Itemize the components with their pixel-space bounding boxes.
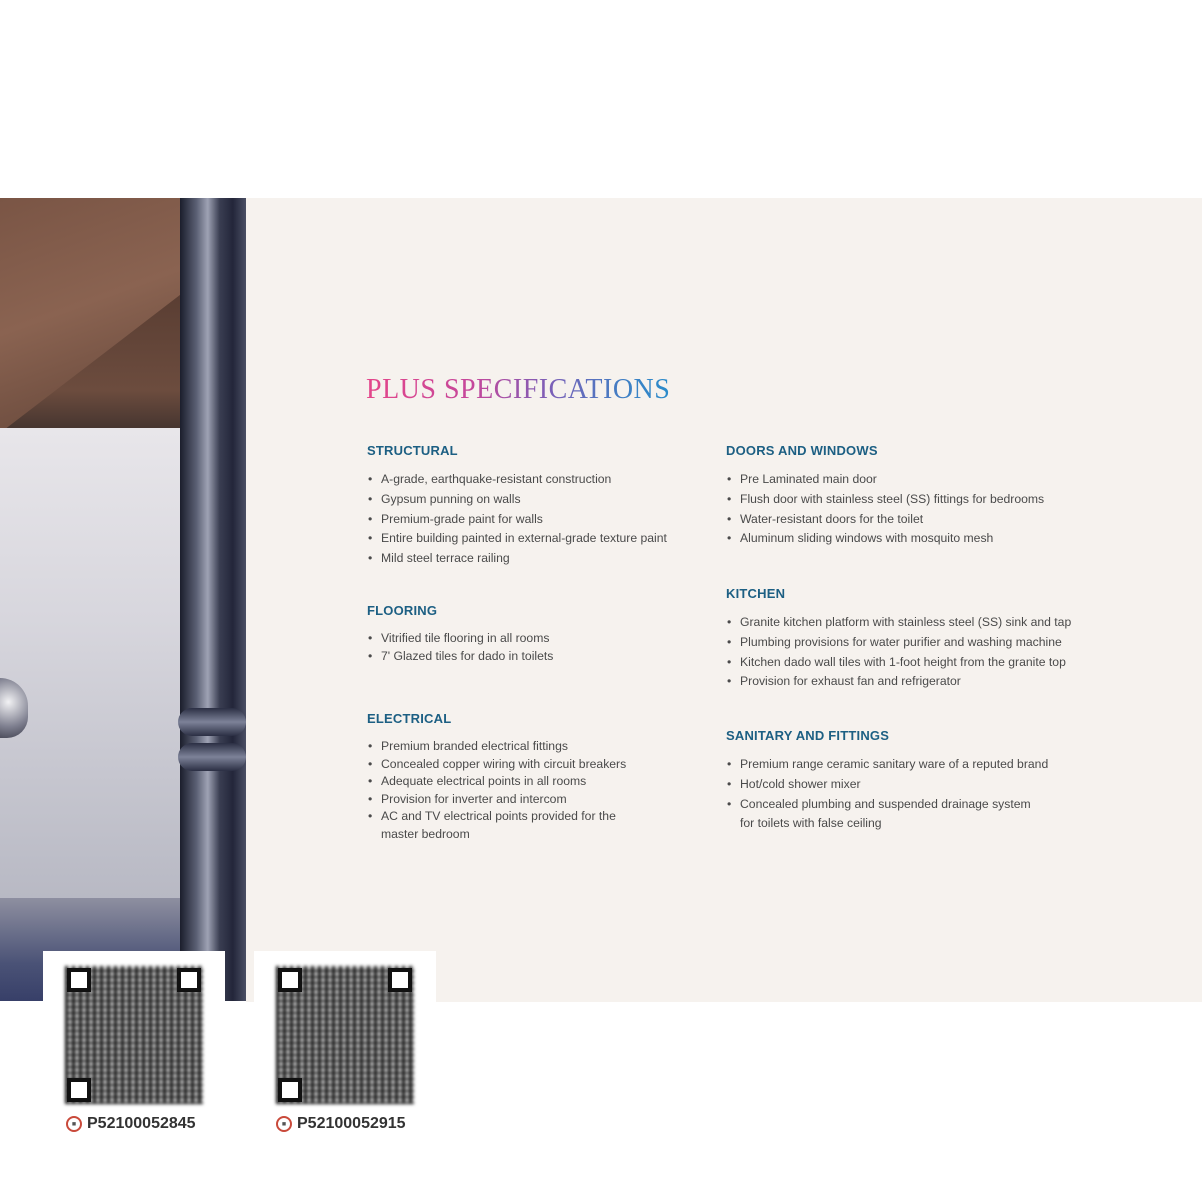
qr-finder-icon	[67, 968, 91, 992]
registration-1	[66, 1115, 196, 1133]
qr-finder-icon	[388, 968, 412, 992]
spec-list	[367, 470, 667, 569]
list-item: • Premium range ceramic sanitary ware of a reputed brand	[726, 755, 1048, 775]
list-item: • Adequate electrical points in all rooms	[367, 773, 626, 791]
rera-icon: ■	[66, 1116, 82, 1132]
section-flooring	[367, 603, 553, 665]
section-heading: STRUCTURAL	[367, 443, 458, 458]
list-item: • Aluminum sliding windows with mosquito mesh	[726, 529, 1044, 549]
spec-list	[367, 630, 553, 665]
registration-number: P52100052845	[87, 1115, 196, 1132]
section-electrical	[367, 711, 626, 844]
qr-finder-icon	[278, 968, 302, 992]
list-item: • A-grade, earthquake-resistant construction	[367, 470, 667, 490]
section-sanitary	[726, 728, 1048, 834]
list-item: • Kitchen dado wall tiles with 1-foot height from the granite top	[726, 653, 1071, 673]
list-item: • Premium branded electrical fittings	[367, 738, 626, 756]
fridge-handle	[178, 708, 246, 736]
section-heading: FLOORING	[367, 603, 438, 618]
list-item: • Hot/cold shower mixer	[726, 775, 1048, 795]
section-heading: SANITARY AND FITTINGS	[726, 728, 890, 743]
section-heading: DOORS AND WINDOWS	[726, 443, 878, 458]
spec-list	[726, 613, 1071, 692]
page-title: PLUS SPECIFICATIONS	[366, 374, 671, 405]
kitchen-photo	[0, 198, 246, 1001]
list-item: • Entire building painted in external-grade texture paint	[367, 529, 667, 549]
list-item: • Concealed plumbing and suspended drainage system for toilets with false ceiling	[726, 795, 1048, 835]
registration-2	[276, 1115, 406, 1133]
list-item: • Concealed copper wiring with circuit breakers	[367, 756, 626, 774]
list-item: • Mild steel terrace railing	[367, 549, 667, 569]
rera-icon: ■	[276, 1116, 292, 1132]
list-item: • 7' Glazed tiles for dado in toilets	[367, 648, 553, 666]
spec-list	[726, 470, 1044, 549]
spec-list	[726, 755, 1048, 834]
section-structural	[367, 443, 667, 569]
wood-cabinet	[0, 198, 190, 433]
qr-code-1[interactable]	[43, 951, 225, 1108]
qr-finder-icon	[67, 1078, 91, 1102]
list-item: • Provision for exhaust fan and refrigerator	[726, 672, 1071, 692]
list-item: • Granite kitchen platform with stainless steel (SS) sink and tap	[726, 613, 1071, 633]
list-item: • Premium-grade paint for walls	[367, 510, 667, 530]
list-item: • Water-resistant doors for the toilet	[726, 510, 1044, 530]
qr-finder-icon	[278, 1078, 302, 1102]
fridge-handle	[178, 743, 246, 771]
registration-number: P52100052915	[297, 1115, 406, 1132]
list-item: • Flush door with stainless steel (SS) fittings for bedrooms	[726, 490, 1044, 510]
section-heading: KITCHEN	[726, 586, 786, 601]
backsplash	[0, 428, 180, 908]
list-item: • Plumbing provisions for water purifier and washing machine	[726, 633, 1071, 653]
list-item: • Pre Laminated main door	[726, 470, 1044, 490]
refrigerator-door	[180, 198, 246, 1001]
section-heading: ELECTRICAL	[367, 711, 452, 726]
qr-code-2[interactable]	[254, 951, 436, 1108]
list-item: • Vitrified tile flooring in all rooms	[367, 630, 553, 648]
section-doors-windows	[726, 443, 1044, 549]
list-item: • Provision for inverter and intercom	[367, 791, 626, 809]
list-item: • AC and TV electrical points provided for the master bedroom	[367, 808, 626, 843]
qr-finder-icon	[177, 968, 201, 992]
section-kitchen	[726, 586, 1071, 692]
spec-list	[367, 738, 626, 844]
list-item: • Gypsum punning on walls	[367, 490, 667, 510]
